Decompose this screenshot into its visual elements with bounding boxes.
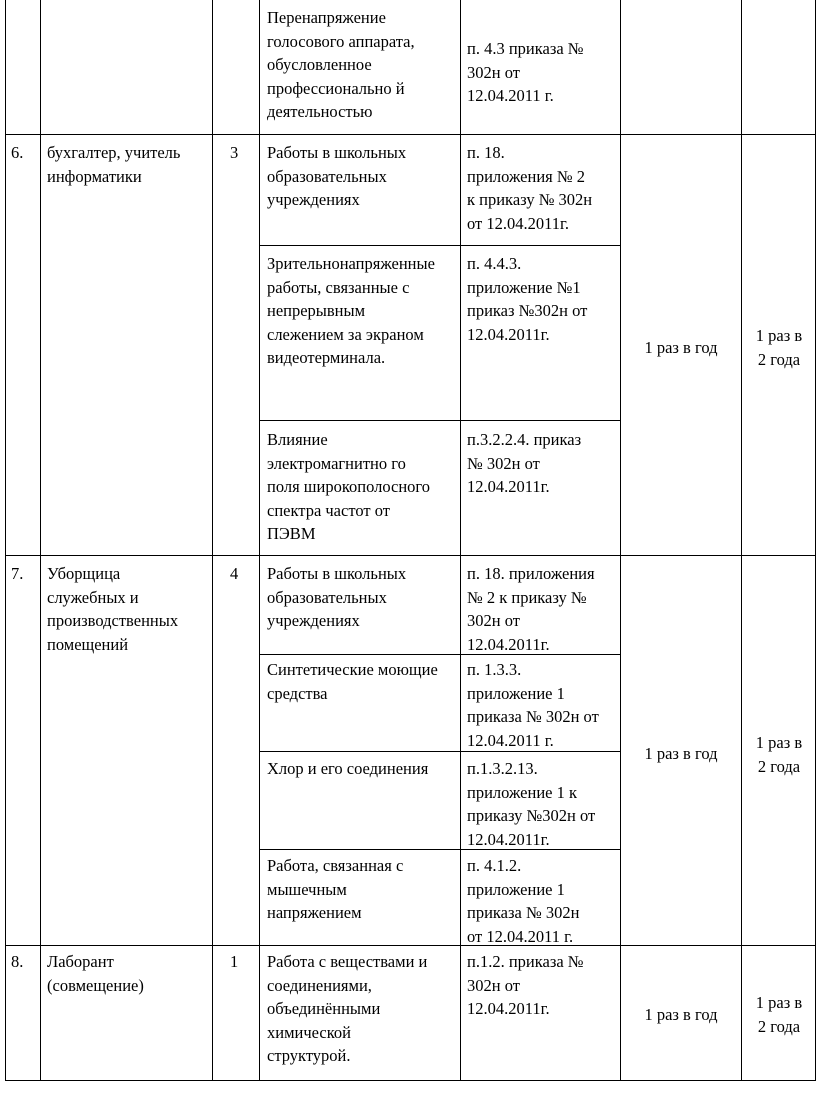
employee-count: 3: [230, 143, 239, 162]
table-border: [5, 1080, 816, 1081]
employee-count: 1: [230, 952, 239, 971]
table-border: [5, 555, 816, 556]
table-border: [5, 945, 816, 946]
factor-name: Работы в школьных образовательных учреждениях: [267, 143, 407, 209]
table-border: [460, 0, 461, 1080]
periodicity-secondary: 1 раз в 2 года: [755, 326, 803, 369]
position-name: Лаборант (совмещение): [47, 952, 144, 995]
factor-name: Синтетические моющие средства: [267, 660, 438, 703]
table-border: [259, 0, 260, 1080]
table-border: [212, 0, 213, 1080]
employee-count: 4: [230, 564, 239, 583]
factor-name: Работы в школьных образовательных учреждениях: [267, 564, 407, 630]
factor-name: Работа с веществами и соединениями, объединёнными химической структурой.: [267, 952, 428, 1065]
periodicity-secondary: 1 раз в 2 года: [755, 733, 803, 776]
factor-reference: п. 4.3 приказа № 302н от 12.04.2011 г.: [467, 39, 584, 105]
factor-name: Перенапряжение голосового аппарата, обусловленное профессионально й деятельностью: [267, 8, 415, 121]
factor-reference: п.1.3.2.13. приложение 1 к приказу №302н от 12.04.2011г.: [467, 759, 596, 849]
periodicity-secondary: 1 раз в 2 года: [755, 993, 803, 1036]
table-border: [259, 420, 621, 421]
row-number: 6.: [11, 143, 24, 162]
factor-name: Работа, связанная с мышечным напряжением: [267, 856, 404, 922]
factor-reference: п. 18. приложения № 2 к приказу № 302н от 12.04.2011г.: [467, 564, 595, 654]
periodicity: 1 раз в год: [644, 744, 718, 763]
table-border: [259, 245, 621, 246]
table-border: [5, 0, 6, 1080]
table-border: [741, 0, 742, 1080]
factor-reference: п. 1.3.3. приложение 1 приказа № 302н от 12.04.2011 г.: [467, 660, 599, 750]
factor-name: Зрительнонапряженные работы, связанные с непрерывным слежением за экраном видеотерминала.: [267, 254, 435, 367]
row-number: 8.: [11, 952, 24, 971]
table-border: [5, 134, 816, 135]
periodicity: 1 раз в год: [644, 1005, 718, 1024]
factor-name: Влияние электромагнитно го поля широкополосного спектра частот от ПЭВМ: [267, 430, 431, 543]
factor-reference: п. 4.4.3. приложение №1 приказ №302н от 12.04.2011г.: [467, 254, 588, 344]
factor-reference: п.3.2.2.4. приказ № 302н от 12.04.2011г.: [467, 430, 582, 496]
position-name: бухгалтер, учитель информатики: [47, 143, 181, 186]
factor-reference: п.1.2. приказа № 302н от 12.04.2011г.: [467, 952, 584, 1018]
factor-reference: п. 4.1.2. приложение 1 приказа № 302н от 12.04.2011 г.: [467, 856, 580, 946]
row-number: 7.: [11, 564, 24, 583]
factor-name: Хлор и его соединения: [267, 759, 429, 778]
table-border: [620, 0, 621, 1080]
factor-reference: п. 18. приложения № 2 к приказу № 302н от 12.04.2011г.: [467, 143, 593, 233]
periodicity: 1 раз в год: [644, 338, 718, 357]
table-border: [40, 0, 41, 1080]
position-name: Уборщица служебных и производственных помещений: [47, 564, 179, 654]
